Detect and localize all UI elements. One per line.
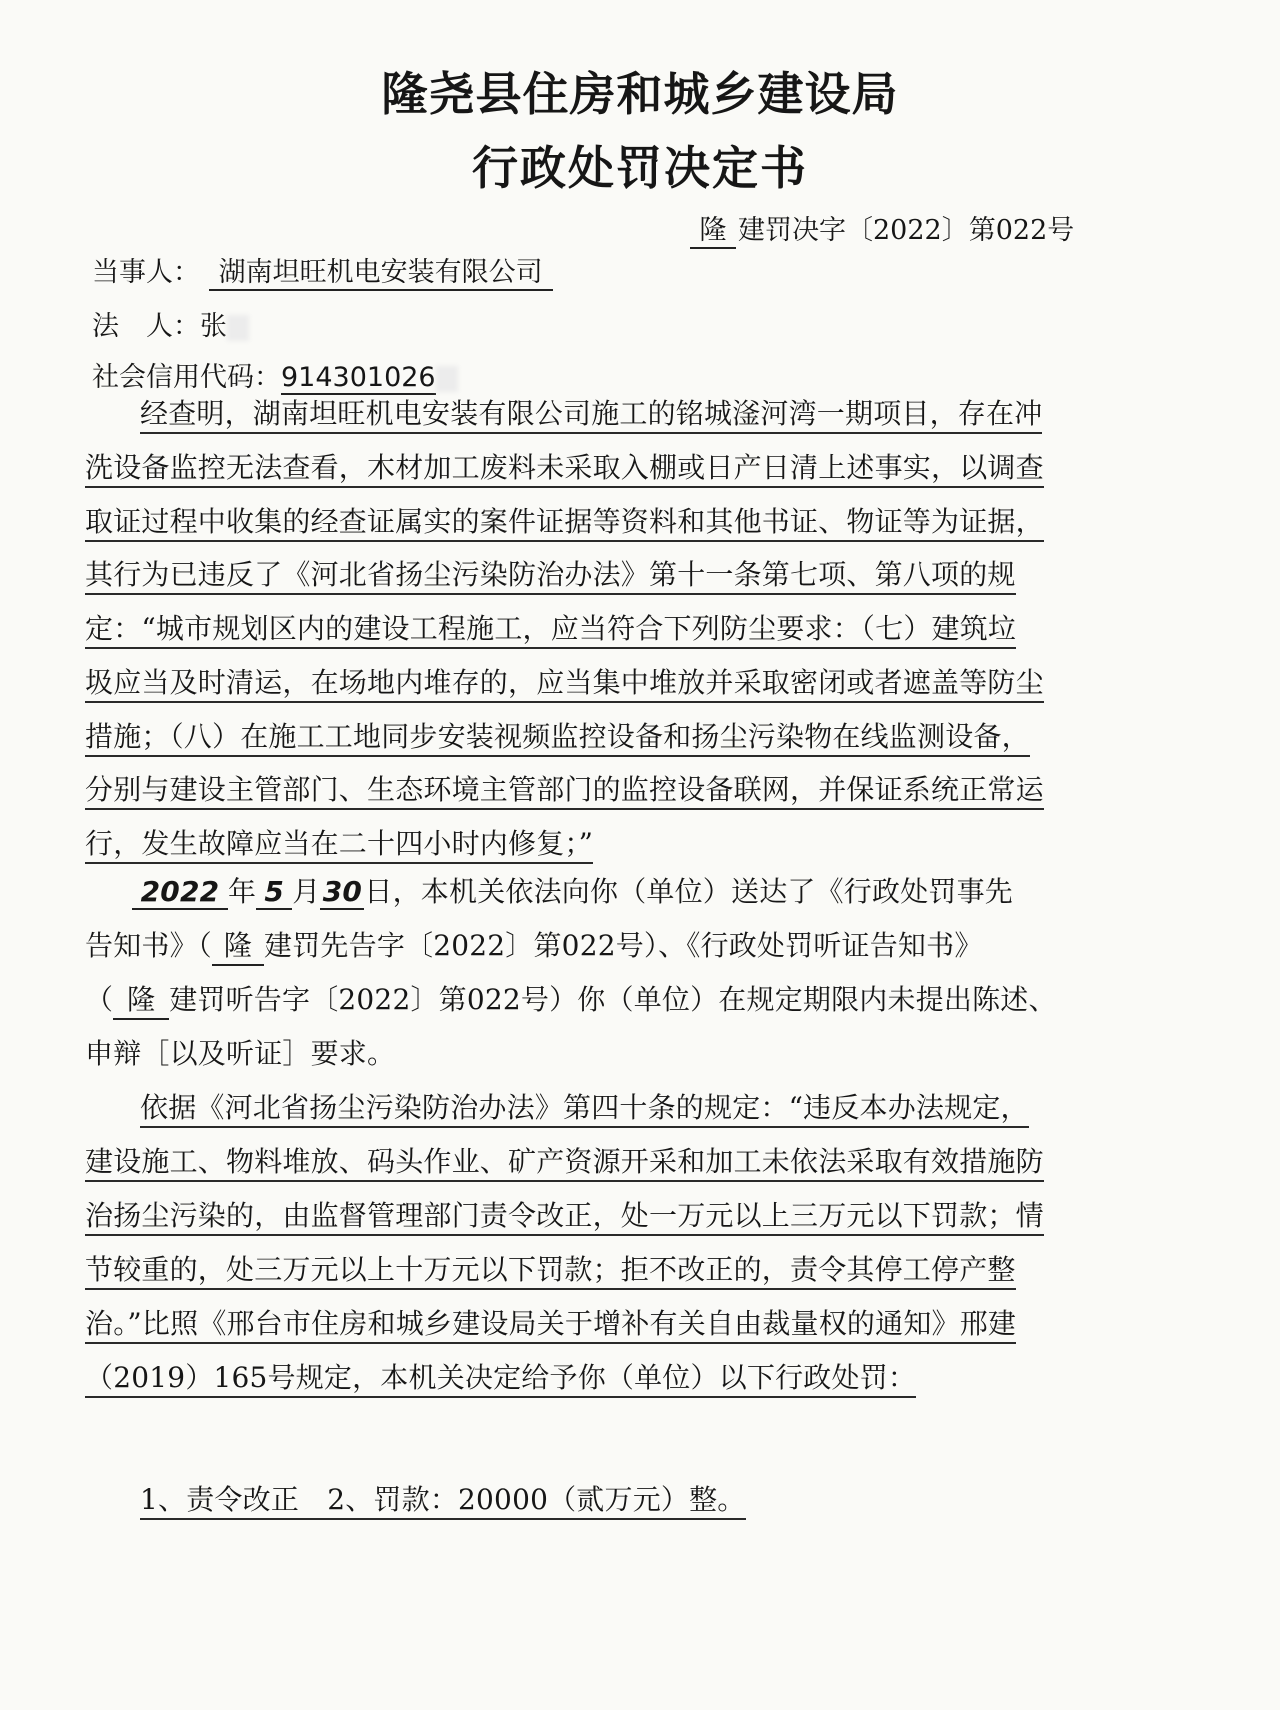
para1-line: 洗设备监控无法查看，木材加工废料未采取入棚或日产日清上述事实，以调查 — [85, 446, 1044, 486]
para2-line: 申辩［以及听证］要求。 — [85, 1037, 396, 1070]
document-number — [690, 208, 1074, 249]
para1-line: 经查明，湖南坦旺机电安装有限公司施工的铭城滏河湾一期项目，存在冲 — [140, 392, 1042, 432]
handwritten-month: 5 — [256, 875, 292, 910]
para1-line: 行，发生故障应当在二十四小时内修复；” — [85, 822, 593, 862]
issuer-title: 隆尧县住房和城乡建设局 — [381, 67, 899, 121]
party-value: 湖南坦旺机电安装有限公司 — [209, 250, 553, 291]
para1-line: 圾应当及时清运，在场地内堆存的，应当集中堆放并采取密闭或者遮盖等防尘 — [85, 661, 1044, 701]
handwritten-day: 30 — [320, 875, 364, 910]
para2-line: 2022 年 5 月30日，本机关依法向你（单位）送达了《行政处罚事先 — [132, 870, 1013, 910]
credit-code-label: 社会信用代码： — [92, 362, 281, 393]
para1-line: 分别与建设主管部门、生态环境主管部门的监控设备联网，并保证系统正常运 — [85, 768, 1044, 808]
para2-line: 告知书》（ 隆 建罚先告字〔2022〕第022号）、《行政处罚听证告知书》 — [85, 924, 983, 966]
legal-rep-field — [92, 304, 249, 343]
penalty-line: 1、责令改正 2、罚款：20000（贰万元）整。 — [140, 1478, 746, 1518]
para1-line: 措施；（八）在施工工地同步安装视频监控设备和扬尘污染物在线监测设备， — [85, 715, 1030, 755]
document-title: 行政处罚决定书 — [472, 141, 808, 195]
para1-line: 其行为已违反了《河北省扬尘污染防治办法》第十一条第七项、第八项的规 — [85, 553, 1016, 593]
redaction-mark — [227, 315, 249, 341]
legal-rep-value: 张 — [200, 311, 227, 342]
para1-line: 取证过程中收集的经查证属实的案件证据等资料和其他书证、物证等为证据， — [85, 500, 1044, 540]
para3-line: 治扬尘污染的，由监督管理部门责令改正，处一万元以上三万元以下罚款；情 — [85, 1194, 1044, 1234]
para3-line: 节较重的，处三万元以上十万元以下罚款；拒不改正的，责令其停工停产整 — [85, 1248, 1016, 1288]
document-number-prefix: 隆 — [690, 208, 736, 249]
para3-line: 依据《河北省扬尘污染防治办法》第四十条的规定：“违反本办法规定， — [140, 1086, 1029, 1126]
para2-line: （ 隆 建罚听告字〔2022〕第022号）你（单位）在规定期限内未提出陈述、 — [85, 978, 1057, 1020]
credit-code-value: 914301026 — [281, 362, 436, 393]
party-field — [92, 250, 553, 291]
handwritten-year: 2022 — [132, 875, 228, 910]
redaction-mark — [436, 366, 458, 392]
para3-line: 建设施工、物料堆放、码头作业、矿产资源开采和加工未依法采取有效措施防 — [85, 1140, 1044, 1180]
legal-rep-label: 法 人： — [92, 311, 200, 342]
para1-line: 定：“城市规划区内的建设工程施工，应当符合下列防尘要求：（七）建筑垃 — [85, 607, 1016, 647]
para3-line: （2019）165号规定，本机关决定给予你（单位）以下行政处罚： — [85, 1356, 916, 1396]
document-number-text: 建罚决字〔2022〕第022号 — [738, 215, 1075, 246]
para3-line: 治。”比照《邢台市住房和城乡建设局关于增补有关自由裁量权的通知》邢建 — [85, 1302, 1016, 1342]
credit-code-field — [92, 355, 458, 394]
party-label: 当事人： — [92, 257, 200, 288]
